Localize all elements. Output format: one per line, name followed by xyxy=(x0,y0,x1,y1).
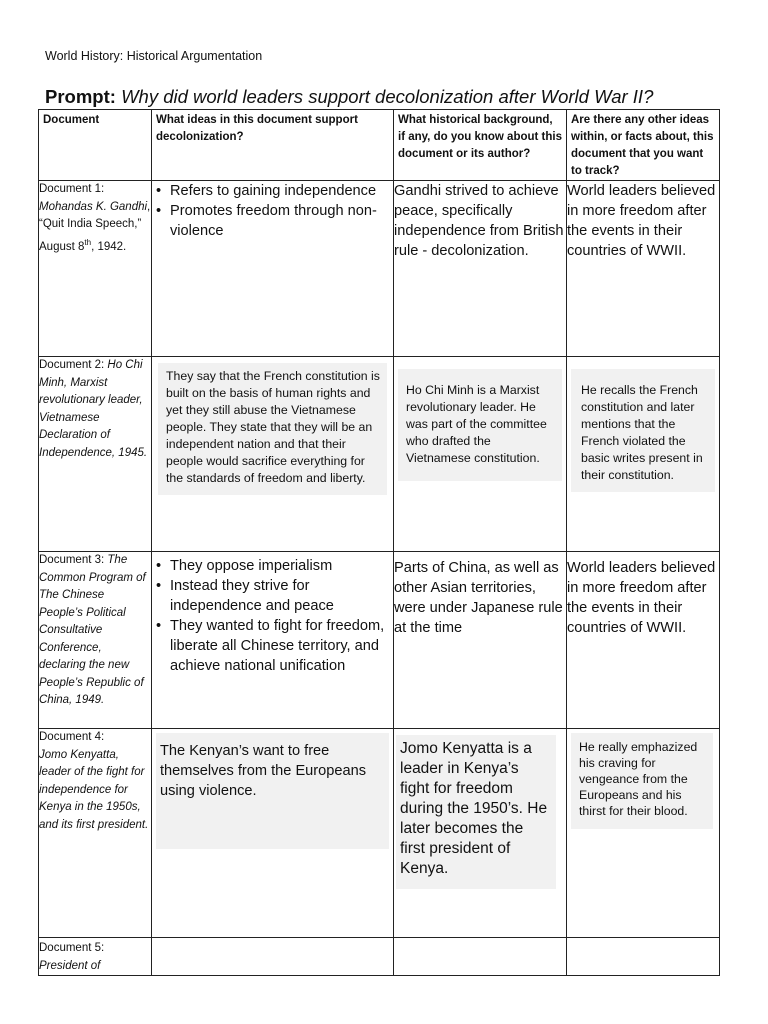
prompt-line xyxy=(45,86,653,108)
background-cell xyxy=(394,938,567,976)
ideas-text-box: They say that the French constitution is built on the basis of human rights and yet they still abuse the Vietnamese people. They state that they will be an independent nation and that their people would sacrifice everything for the standards of freedom and liberty. xyxy=(158,363,387,495)
document-description: President of xyxy=(39,959,101,972)
list-item: • They oppose imperialism xyxy=(170,556,393,576)
other-cell xyxy=(567,938,720,976)
document-title: , “Quit India Speech,” August 8 xyxy=(39,200,151,253)
analysis-table xyxy=(38,109,720,976)
document-description: Jomo Kenyatta, leader of the fight for independence for Kenya in the 1950s, and its first president. xyxy=(39,748,149,831)
column-header-background: What historical background, if any, do you know about this document or its author? xyxy=(394,110,567,181)
document-cell xyxy=(39,938,152,976)
column-header-document: Document xyxy=(39,110,152,181)
background-text-box: Ho Chi Minh is a Marxist revolutionary leader. He was part of the committee who drafted the Vietnamese constitution. xyxy=(398,369,562,481)
prompt-label: Prompt: xyxy=(45,86,116,107)
document-description: Ho Chi Minh, Marxist revolutionary leader, Vietnamese Declaration of Independence, 1945. xyxy=(39,359,148,459)
ideas-text-box: The Kenyan’s want to free themselves from the Europeans using violence. xyxy=(156,733,389,849)
prompt-question: Why did world leaders support decolonization after World War II? xyxy=(121,86,654,107)
other-text-box: He really emphazized his craving for vengeance from the Europeans and his thirst for their blood. xyxy=(571,733,713,829)
other-cell: World leaders believed in more freedom after the events in their countries of WWII. xyxy=(567,552,720,729)
column-header-other: Are there any other ideas within, or facts about, this document that you want to track? xyxy=(567,110,720,181)
table-header-row xyxy=(39,110,720,181)
other-cell xyxy=(567,357,720,552)
background-text-box: Jomo Kenyatta is a leader in Kenya’s fight for freedom during the 1950’s. He later becomes the first president of Kenya. xyxy=(396,735,556,889)
background-cell xyxy=(394,729,567,938)
ideas-cell xyxy=(152,729,394,938)
list-item: • They wanted to fight for freedom, liberate all Chinese territory, and achieve national unification xyxy=(170,616,393,676)
list-item: • Instead they strive for independence and peace xyxy=(170,576,393,616)
document-author: Mohandas K. Gandhi xyxy=(39,200,148,213)
document-cell xyxy=(39,181,152,357)
table-row xyxy=(39,181,720,357)
document-cell xyxy=(39,552,152,729)
background-cell: Parts of China, as well as other Asian territories, were under Japanese rule at the time xyxy=(394,552,567,729)
document-label: Document 5: xyxy=(39,942,105,954)
background-cell: Gandhi strived to achieve peace, specifically independence from British rule - decolonization. xyxy=(394,181,567,357)
background-cell xyxy=(394,357,567,552)
other-text-box: He recalls the French constitution and later mentions that the French violated the basic writes present in their constitution. xyxy=(571,369,715,492)
document-label: Document 4: xyxy=(39,731,105,743)
document-label: Document 2: xyxy=(39,359,105,371)
document-label: Document 1: xyxy=(39,183,105,195)
table-row xyxy=(39,552,720,729)
ideas-cell xyxy=(152,181,394,357)
ideas-cell xyxy=(152,357,394,552)
document-label: Document 3: xyxy=(39,554,105,566)
document-cell xyxy=(39,729,152,938)
ideas-cell xyxy=(152,938,394,976)
list-item: • Promotes freedom through non-violence xyxy=(170,201,393,241)
table-row xyxy=(39,938,720,976)
table-row xyxy=(39,729,720,938)
other-cell: World leaders believed in more freedom after the events in their countries of WWII. xyxy=(567,181,720,357)
column-header-ideas: What ideas in this document support decolonization? xyxy=(152,110,394,181)
ideas-list xyxy=(152,556,393,676)
document-cell xyxy=(39,357,152,552)
worksheet-subject: World History: Historical Argumentation xyxy=(45,49,263,63)
document-description: The Common Program of The Chinese People’s Political Consultative Conference, declaring the new People’s Republic of China, 1949. xyxy=(39,554,146,706)
table-row xyxy=(39,357,720,552)
other-cell xyxy=(567,729,720,938)
ideas-cell xyxy=(152,552,394,729)
document-date-suffix: th xyxy=(84,237,92,247)
list-item: • Refers to gaining independence xyxy=(170,181,393,201)
ideas-list xyxy=(152,181,393,241)
document-year: , 1942. xyxy=(91,240,127,253)
